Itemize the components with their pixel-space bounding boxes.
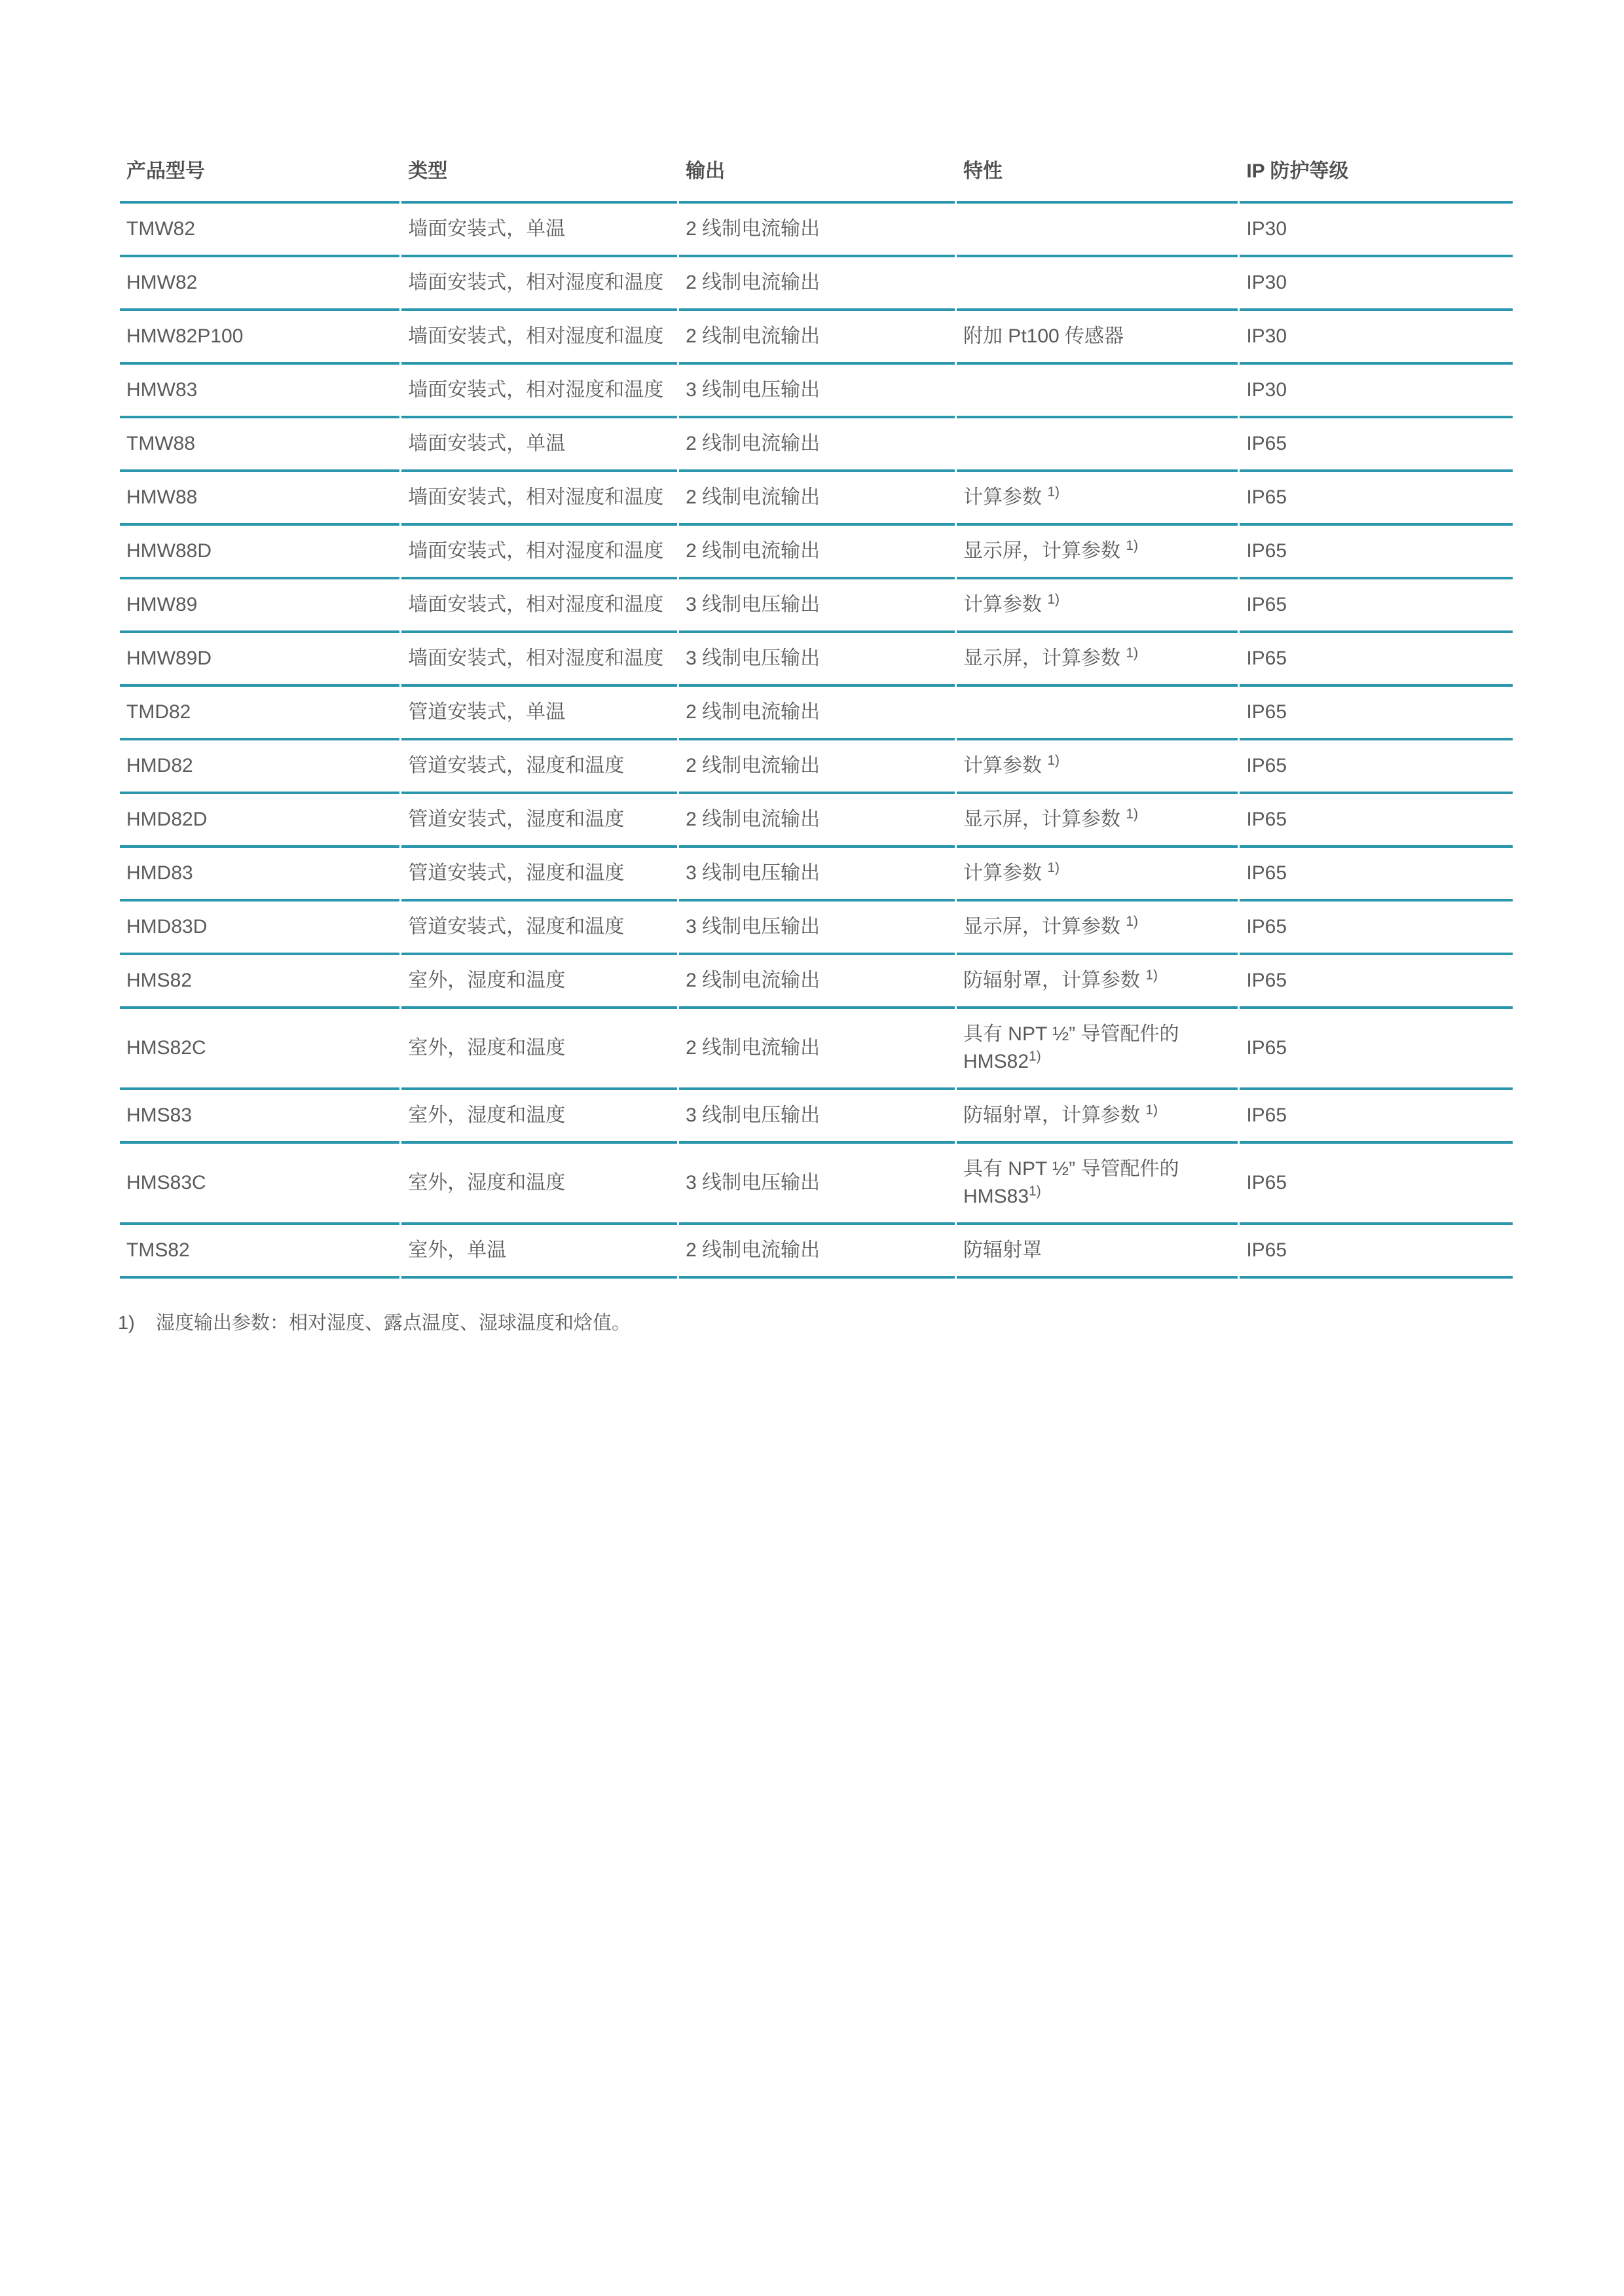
footnote-text: 湿度输出参数：相对湿度、露点温度、湿球温度和焓值。: [156, 1313, 631, 1334]
cell-output: 2 线制电流输出: [679, 687, 955, 740]
cell-output: 3 线制电压输出: [679, 1090, 955, 1144]
cell-features: [957, 1009, 1238, 1090]
cell-model: TMW88: [120, 418, 399, 472]
cell-type: 室外，湿度和温度: [401, 955, 677, 1009]
cell-text: 防辐射罩: [963, 1239, 1042, 1261]
cell-ip: IP65: [1240, 418, 1513, 472]
cell-features: [957, 955, 1238, 1009]
cell-features: [957, 365, 1238, 418]
cell-type: 室外，湿度和温度: [401, 1009, 677, 1090]
cell-features: [957, 311, 1238, 365]
cell-features: [957, 902, 1238, 955]
cell-text: HMS83: [963, 1186, 1029, 1207]
cell-ip: IP65: [1240, 955, 1513, 1009]
cell-model: HMD83: [120, 848, 399, 902]
product-spec-table: [118, 159, 1515, 1279]
footnote-reference: 1): [1126, 807, 1138, 822]
cell-model: HMD82: [120, 740, 399, 794]
table-row: [120, 579, 1513, 633]
cell-output: 2 线制电流输出: [679, 204, 955, 257]
cell-ip: IP65: [1240, 526, 1513, 579]
cell-ip: IP65: [1240, 740, 1513, 794]
cell-features: [957, 472, 1238, 526]
cell-ip: IP65: [1240, 1225, 1513, 1279]
cell-ip: IP65: [1240, 902, 1513, 955]
cell-model: HMW88D: [120, 526, 399, 579]
cell-model: HMS83: [120, 1090, 399, 1144]
cell-text: 附加 Pt100 传感器: [963, 325, 1124, 347]
cell-type: 室外，单温: [401, 1225, 677, 1279]
footnote-reference: 1): [1126, 538, 1138, 553]
cell-model: TMS82: [120, 1225, 399, 1279]
cell-type: 墙面安装式，单温: [401, 418, 677, 472]
table-row: [120, 687, 1513, 740]
cell-text: 显示屏，计算参数: [963, 647, 1126, 669]
cell-type: 管道安装式，湿度和温度: [401, 740, 677, 794]
cell-output: 3 线制电压输出: [679, 902, 955, 955]
cell-ip: IP65: [1240, 1009, 1513, 1090]
table-row: [120, 1090, 1513, 1144]
content-area: [118, 159, 1515, 1336]
cell-output: 2 线制电流输出: [679, 740, 955, 794]
cell-model: HMW88: [120, 472, 399, 526]
table-row: [120, 1144, 1513, 1225]
cell-ip: IP65: [1240, 1090, 1513, 1144]
cell-type: 墙面安装式，相对湿度和温度: [401, 311, 677, 365]
table-row: [120, 902, 1513, 955]
footnote-reference: 1): [1145, 968, 1158, 983]
cell-model: HMW82P100: [120, 311, 399, 365]
table-row: [120, 204, 1513, 257]
footnote-reference: 1): [1126, 914, 1138, 929]
cell-output: 2 线制电流输出: [679, 1009, 955, 1090]
cell-text: 防辐射罩，计算参数: [963, 970, 1146, 991]
cell-features: [957, 418, 1238, 472]
cell-output: 2 线制电流输出: [679, 955, 955, 1009]
column-header-ip: IP 防护等级: [1240, 159, 1513, 204]
cell-output: 2 线制电流输出: [679, 311, 955, 365]
cell-type: 室外，湿度和温度: [401, 1090, 677, 1144]
cell-text: HMS82: [963, 1051, 1029, 1072]
cell-features: [957, 257, 1238, 311]
cell-output: 3 线制电压输出: [679, 1144, 955, 1225]
table-row: [120, 257, 1513, 311]
cell-text: 计算参数: [963, 486, 1048, 508]
table-row: [120, 848, 1513, 902]
cell-text: 具有 NPT ½” 导管配件的: [963, 1023, 1179, 1045]
cell-model: HMW89D: [120, 633, 399, 687]
cell-text: 显示屏，计算参数: [963, 916, 1126, 938]
cell-type: 墙面安装式，相对湿度和温度: [401, 257, 677, 311]
footnote-reference: 1): [1047, 860, 1060, 875]
cell-ip: IP30: [1240, 365, 1513, 418]
table-row: [120, 311, 1513, 365]
cell-model: HMW82: [120, 257, 399, 311]
cell-output: 2 线制电流输出: [679, 526, 955, 579]
footnote-reference: 1): [1145, 1102, 1158, 1118]
cell-type: 墙面安装式，相对湿度和温度: [401, 579, 677, 633]
cell-output: 2 线制电流输出: [679, 257, 955, 311]
table-row: [120, 633, 1513, 687]
cell-features: [957, 740, 1238, 794]
cell-ip: IP65: [1240, 633, 1513, 687]
footnote-reference: 1): [1126, 646, 1138, 661]
cell-type: 墙面安装式，单温: [401, 204, 677, 257]
cell-ip: IP65: [1240, 1144, 1513, 1225]
cell-output: 3 线制电压输出: [679, 848, 955, 902]
footnote-reference: 1): [1047, 484, 1060, 500]
cell-features: [957, 526, 1238, 579]
cell-features: [957, 633, 1238, 687]
cell-features: [957, 1225, 1238, 1279]
cell-model: TMD82: [120, 687, 399, 740]
cell-ip: IP65: [1240, 848, 1513, 902]
cell-output: 2 线制电流输出: [679, 1225, 955, 1279]
cell-type: 墙面安装式，相对湿度和温度: [401, 472, 677, 526]
table-header-row: [120, 159, 1513, 204]
cell-output: 3 线制电压输出: [679, 365, 955, 418]
cell-model: HMS83C: [120, 1144, 399, 1225]
cell-text: 具有 NPT ½” 导管配件的: [963, 1158, 1179, 1180]
cell-text: 显示屏，计算参数: [963, 540, 1126, 562]
table-row: [120, 740, 1513, 794]
table-row: [120, 418, 1513, 472]
cell-type: 管道安装式，湿度和温度: [401, 848, 677, 902]
footnote-reference: 1): [1047, 592, 1060, 607]
footnote: [118, 1310, 1515, 1336]
table-row: [120, 1225, 1513, 1279]
cell-model: HMS82: [120, 955, 399, 1009]
cell-text: 计算参数: [963, 755, 1048, 776]
cell-ip: IP65: [1240, 687, 1513, 740]
footnote-reference: 1): [1047, 753, 1060, 768]
cell-ip: IP30: [1240, 311, 1513, 365]
cell-model: HMS82C: [120, 1009, 399, 1090]
column-header-type: 类型: [401, 159, 677, 204]
cell-ip: IP65: [1240, 794, 1513, 848]
cell-features: [957, 687, 1238, 740]
footnote-marker: 1): [118, 1313, 135, 1334]
cell-text: 计算参数: [963, 862, 1048, 884]
cell-type: 管道安装式，湿度和温度: [401, 794, 677, 848]
cell-model: HMW83: [120, 365, 399, 418]
column-header-model: 产品型号: [120, 159, 399, 204]
cell-output: 2 线制电流输出: [679, 418, 955, 472]
cell-output: 3 线制电压输出: [679, 579, 955, 633]
cell-text: 显示屏，计算参数: [963, 809, 1126, 830]
cell-ip: IP65: [1240, 472, 1513, 526]
cell-ip: IP65: [1240, 579, 1513, 633]
cell-features: [957, 848, 1238, 902]
table-row: [120, 365, 1513, 418]
cell-model: HMD82D: [120, 794, 399, 848]
cell-type: 室外，湿度和温度: [401, 1144, 677, 1225]
cell-output: 2 线制电流输出: [679, 472, 955, 526]
cell-text: 计算参数: [963, 594, 1048, 615]
table-row: [120, 526, 1513, 579]
cell-type: 墙面安装式，相对湿度和温度: [401, 633, 677, 687]
footnote-reference: 1): [1029, 1184, 1041, 1199]
table-row: [120, 472, 1513, 526]
cell-output: 2 线制电流输出: [679, 794, 955, 848]
cell-output: 3 线制电压输出: [679, 633, 955, 687]
cell-type: 墙面安装式，相对湿度和温度: [401, 365, 677, 418]
cell-features: [957, 1144, 1238, 1225]
cell-model: TMW82: [120, 204, 399, 257]
cell-type: 管道安装式，湿度和温度: [401, 902, 677, 955]
cell-ip: IP30: [1240, 257, 1513, 311]
column-header-output: 输出: [679, 159, 955, 204]
cell-features: [957, 794, 1238, 848]
cell-model: HMD83D: [120, 902, 399, 955]
cell-features: [957, 579, 1238, 633]
table-row: [120, 1009, 1513, 1090]
table-header: [120, 159, 1513, 204]
cell-type: 墙面安装式，相对湿度和温度: [401, 526, 677, 579]
cell-text: 防辐射罩，计算参数: [963, 1104, 1146, 1126]
table-body: [120, 204, 1513, 1279]
cell-features: [957, 204, 1238, 257]
cell-type: 管道安装式，单温: [401, 687, 677, 740]
table-row: [120, 794, 1513, 848]
cell-features: [957, 1090, 1238, 1144]
cell-ip: IP30: [1240, 204, 1513, 257]
cell-model: HMW89: [120, 579, 399, 633]
footnote-reference: 1): [1029, 1049, 1041, 1064]
column-header-features: 特性: [957, 159, 1238, 204]
table-row: [120, 955, 1513, 1009]
